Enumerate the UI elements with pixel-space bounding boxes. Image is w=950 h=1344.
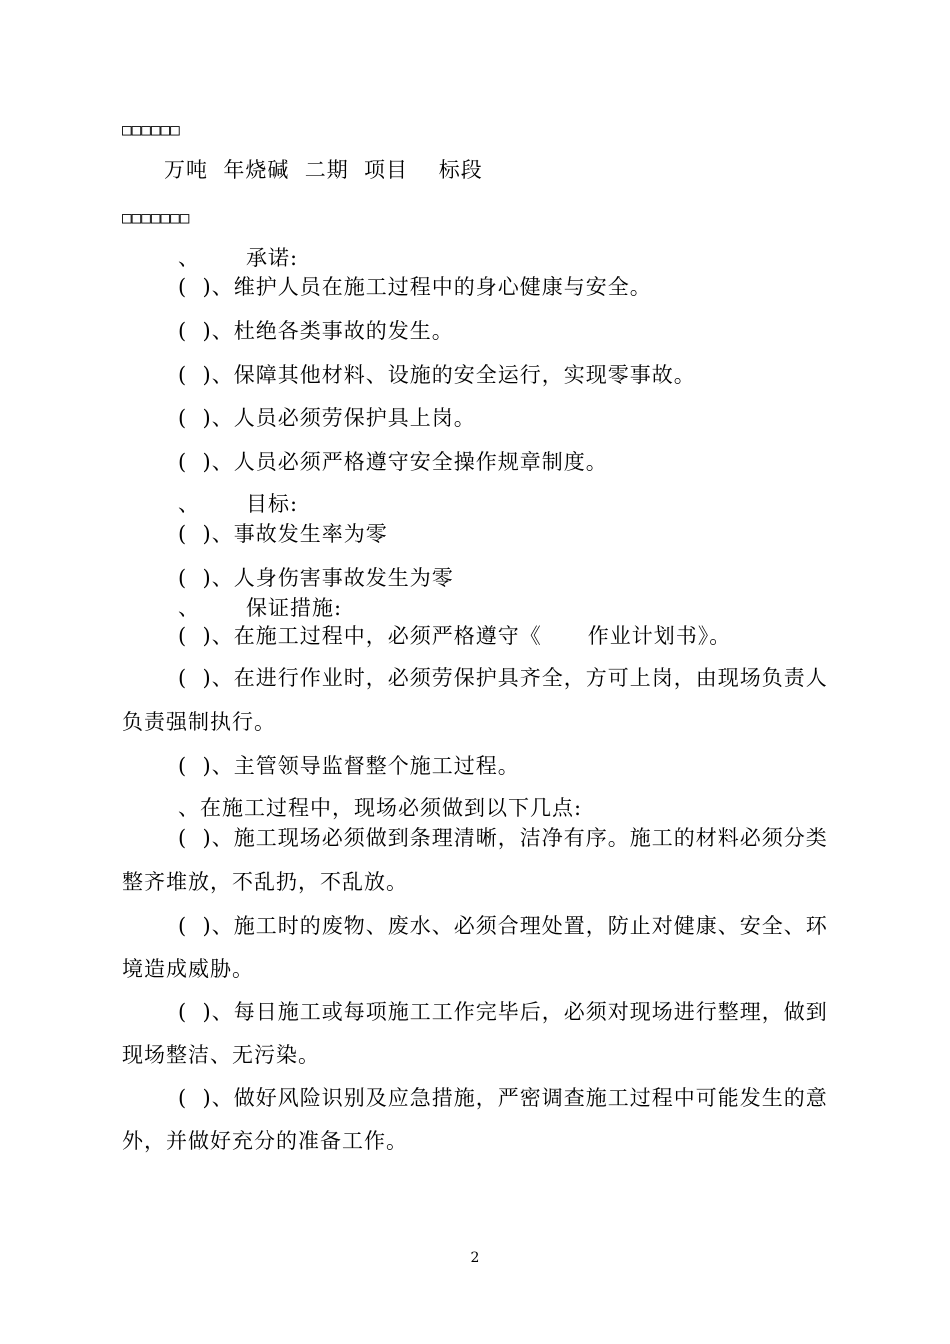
list-item-continuation: 整齐堆放，不乱扔，不乱放。: [122, 870, 408, 894]
list-item-continuation: 现场整洁、无污染。: [122, 1043, 320, 1067]
section-heading-commitment: 、 承诺:: [178, 246, 299, 270]
list-item: ( )、人身伤害事故发生为零: [178, 566, 454, 590]
list-item: ( )、杜绝各类事故的发生。: [178, 319, 454, 343]
page-number: 2: [470, 1250, 480, 1266]
list-item: ( )、人员必须严格遵守安全操作规章制度。: [178, 450, 608, 474]
list-item: ( )、在进行作业时，必须劳保护具齐全，方可上岗，由现场负责人: [178, 666, 828, 690]
list-item: ( )、施工时的废物、废水、必须合理处置，防止对健康、安全、环: [178, 914, 828, 938]
project-title: 万吨 年烧碱 二期 项目 标段: [164, 158, 483, 182]
garbled-heading-1: □□□□□□: [122, 120, 180, 139]
list-item-continuation: 负责强制执行。: [122, 710, 276, 734]
section-heading-measures: 、 保证措施:: [178, 596, 343, 620]
list-item: ( )、人员必须劳保护具上岗。: [178, 406, 476, 430]
list-item-continuation: 境造成威胁。: [122, 957, 254, 981]
list-item: ( )、事故发生率为零: [178, 522, 388, 546]
list-item: ( )、每日施工或每项施工工作完毕后，必须对现场进行整理，做到: [178, 1000, 828, 1024]
list-item: ( )、保障其他材料、设施的安全运行，实现零事故。: [178, 363, 696, 387]
list-item: ( )、施工现场必须做到条理清晰，洁净有序。施工的材料必须分类: [178, 826, 828, 850]
list-item: ( )、在施工过程中，必须严格遵守《 作业计划书》。: [178, 624, 732, 648]
list-item: ( )、做好风险识别及应急措施，严密调查施工过程中可能发生的意: [178, 1086, 828, 1110]
garbled-heading-2: □□□□□□□: [122, 208, 190, 227]
list-item: ( )、主管领导监督整个施工过程。: [178, 754, 520, 778]
section-heading-goal: 、 目标:: [178, 492, 299, 516]
section-heading-site: 、在施工过程中，现场必须做到以下几点:: [178, 796, 583, 820]
list-item-continuation: 外，并做好充分的准备工作。: [122, 1129, 408, 1153]
list-item: ( )、维护人员在施工过程中的身心健康与安全。: [178, 275, 652, 299]
